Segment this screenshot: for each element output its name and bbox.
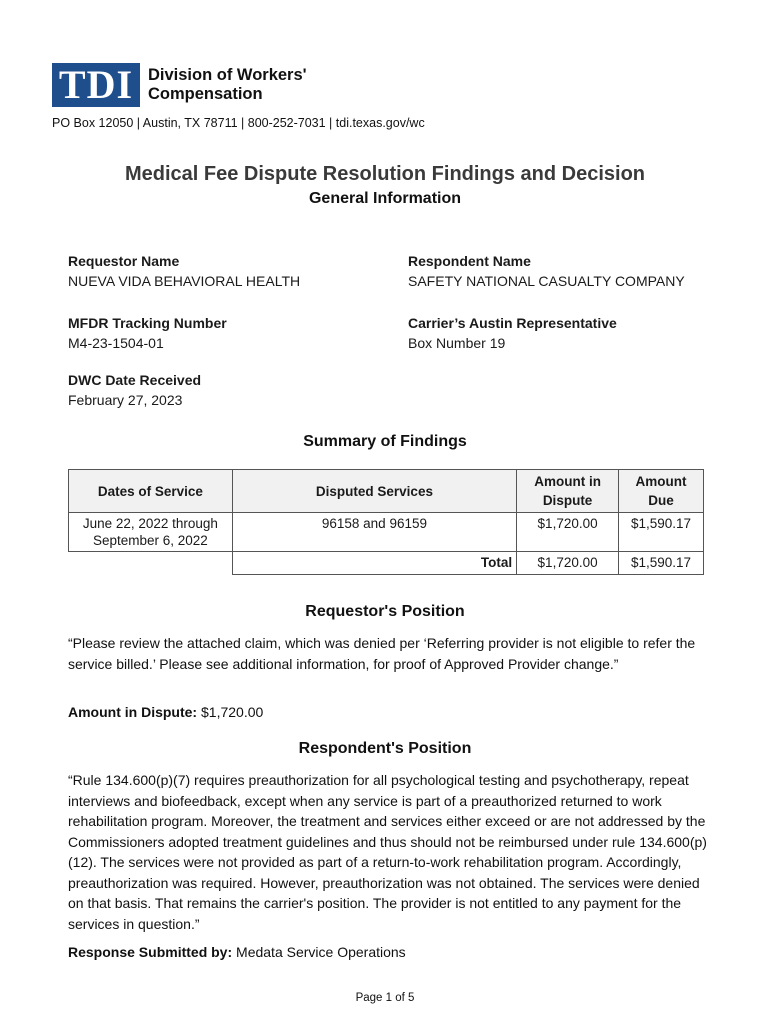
page-number: Page 1 of 5 [355, 992, 415, 1004]
total-label: Total [232, 552, 516, 575]
col-amount-due-header: Amount Due [619, 470, 704, 513]
respondent-field [408, 251, 685, 291]
col-amount-dispute-header: Amount in Dispute [517, 470, 619, 513]
amount-dispute-cell: $1,720.00 [517, 513, 619, 552]
requestor-field [68, 251, 300, 291]
summary-table [68, 469, 704, 575]
requestor-amount-label: Amount in Dispute: [68, 704, 198, 720]
tracking-field [68, 313, 227, 353]
page-title: Medical Fee Dispute Resolution Findings and Decision [124, 163, 646, 185]
col-services-header: Disputed Services [232, 470, 516, 513]
requestor-amount-value: $1,720.00 [201, 704, 264, 720]
amount-due-cell: $1,590.17 [619, 513, 704, 552]
logo-division-text [148, 66, 307, 104]
response-submitted-label: Response Submitted by: [68, 944, 233, 960]
date-received-label: DWC Date Received [68, 372, 202, 388]
tdi-logo [52, 63, 307, 107]
carrier-rep-field [408, 313, 617, 353]
general-info-heading: General Information [308, 190, 462, 207]
requestor-position-heading: Requestor's Position [305, 603, 465, 620]
respondent-position-text: “Rule 134.600(p)(7) requires preauthorization for all psychological testing and psychotherapy, repeat interviews and biofeedback, except when any service is part of a preauthorized returned to work rehabilitation program. Moreover, the treatment and services either exceed or are not addressed by the Commissioners adopted treatment guidelines and thus should not be reimbursed under rule 134.600(p)(12). The services were not provided as part of a return-to-work rehabilitation program. Accordingly, preauthorization was required. However, preauthorization was not obtained. The services were denied on that basis. That remains the carrier's position. The provider is not entitled to any payment for the services in question.” [68, 772, 707, 932]
date-received-value: February 27, 2023 [68, 392, 183, 408]
respondent-position-heading: Respondent's Position [298, 740, 472, 757]
carrier-rep-value: Box Number 19 [408, 335, 506, 351]
total-row [69, 552, 704, 575]
logo-line-2: Compensation [148, 85, 263, 103]
response-submitted-line [68, 944, 406, 960]
table-row [69, 513, 704, 552]
total-dispute-cell: $1,720.00 [517, 552, 619, 575]
services-cell: 96158 and 96159 [232, 513, 516, 552]
respondent-label: Respondent Name [408, 253, 531, 269]
tdi-logo-mark: TDI [52, 63, 140, 107]
response-submitted-value: Medata Service Operations [236, 944, 406, 960]
summary-header-row [69, 470, 704, 513]
tracking-label: MFDR Tracking Number [68, 315, 227, 331]
contact-address: PO Box 12050 | Austin, TX 78711 | 800-252-7031 | tdi.texas.gov/wc [52, 116, 425, 130]
total-due-cell: $1,590.17 [619, 552, 704, 575]
requestor-label: Requestor Name [68, 253, 180, 269]
total-blank-cell [69, 552, 233, 575]
logo-line-1: Division of Workers' [148, 66, 307, 84]
summary-heading: Summary of Findings [303, 433, 467, 450]
tracking-value: M4-23-1504-01 [68, 335, 164, 351]
requestor-value: NUEVA VIDA BEHAVIORAL HEALTH [68, 273, 301, 289]
requestor-position-text: “Please review the attached claim, which was denied per ‘Referring provider is not eligible to refer the service billed.’ Please see additional information, for proof of Approved Provider change.” [68, 635, 696, 672]
requestor-amount-line [68, 704, 263, 720]
col-dates-header: Dates of Service [69, 470, 233, 513]
date-received-field [68, 370, 201, 410]
carrier-rep-label: Carrier’s Austin Representative [408, 315, 617, 331]
dates-cell: June 22, 2022 through September 6, 2022 [69, 513, 233, 552]
respondent-value: SAFETY NATIONAL CASUALTY COMPANY [408, 273, 685, 289]
